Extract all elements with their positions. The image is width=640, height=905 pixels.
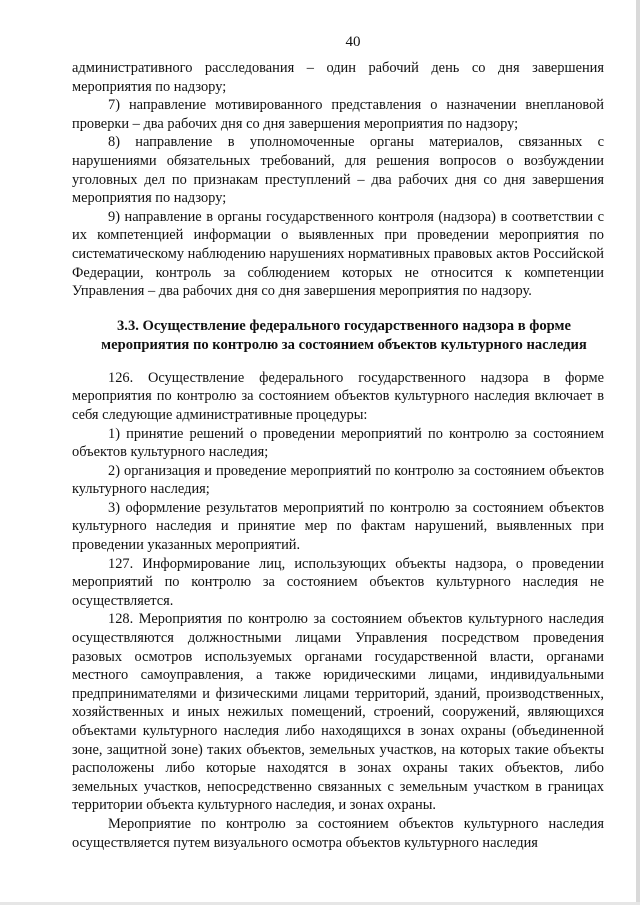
page-number: 40	[345, 34, 361, 50]
paragraph-admin-investigation: административного расследования – один рабочий день со дня завершения мероприятия по надзору;	[72, 60, 604, 95]
paragraph-item-7: 7) направление мотивированного представления о назначении внеплановой проверки – два рабочих дня со дня завершения мероприятия по надзору;	[72, 97, 604, 132]
paragraph-126-item-2: 2) организация и проведение мероприятий по контролю за состоянием объектов культурного наследия;	[72, 462, 604, 498]
paragraph-126: 126. Осуществление федерального государственного надзора в форме мероприятия по контролю за состоянием объектов культурного наследия включает в себя следующие административные процедуры:	[72, 369, 604, 423]
paragraph-126-item-3: 3) оформление результатов мероприятий по контролю за состоянием объектов культурного наследия и принятие мер по фактам нарушений, выявленных при проведении указанных мероприятий.	[72, 499, 604, 554]
page-right-edge	[636, 0, 640, 905]
paragraph-item-8: 8) направление в уполномоченные органы материалов, связанных с нарушениями обязательных требований, для решения вопросов о возбуждении уголовных дел по признакам преступлений – два рабочих дня со дня завершения мероприятия по надзору;	[72, 134, 604, 207]
paragraph-126-item-1: 1) принятие решений о проведении мероприятий по контролю за состоянием объектов культурного наследия;	[72, 425, 604, 461]
paragraph-128: 128. Мероприятия по контролю за состоянием объектов культурного наследия осуществляются должностными лицами Управления посредством проведения разовых осмотров используемых органами государственной власти, органами местного самоуправления, а также юридическими лицами, индивидуальными предпринимателями и физическими лицами территорий, зданий, производственных, хозяйственных и иных нежилых помещений, строений, сооружений, являющихся объектами культурного наследия либо находящихся в зонах охраны (объединенной зоне, защитной зоне) таких объектов, земельных участков, на которых такие объекты расположены либо которые находятся в зонах охраны таких объектов, либо земельных участков, непосредственно связанных с земельным участком в границах территории объекта культурного наследия, и зонах охраны.	[72, 611, 604, 814]
paragraph-visual-inspection: Мероприятие по контролю за состоянием объектов культурного наследия осуществляется путем визуального осмотра объектов культурного наследия	[72, 815, 604, 851]
paragraph-item-9: 9) направление в органы государственного контроля (надзора) в соответствии с их компетенцией информации о выявленных при проведении мероприятия по систематическому наблюдению нарушениях нормативных правовых актов Российской Федерации, контроль за соблюдением которых не относится к компетенции Управления – два рабочих дня со дня завершения мероприятия по надзору.	[72, 208, 604, 300]
paragraph-127: 127. Информирование лиц, использующих объекты надзора, о проведении мероприятий по контролю за состоянием объектов культурного наследия не осуществляется.	[72, 555, 604, 609]
section-heading: 3.3. Осуществление федерального государственного надзора в форме мероприятия по контролю за состоянием объектов культурного наследия	[101, 317, 587, 353]
